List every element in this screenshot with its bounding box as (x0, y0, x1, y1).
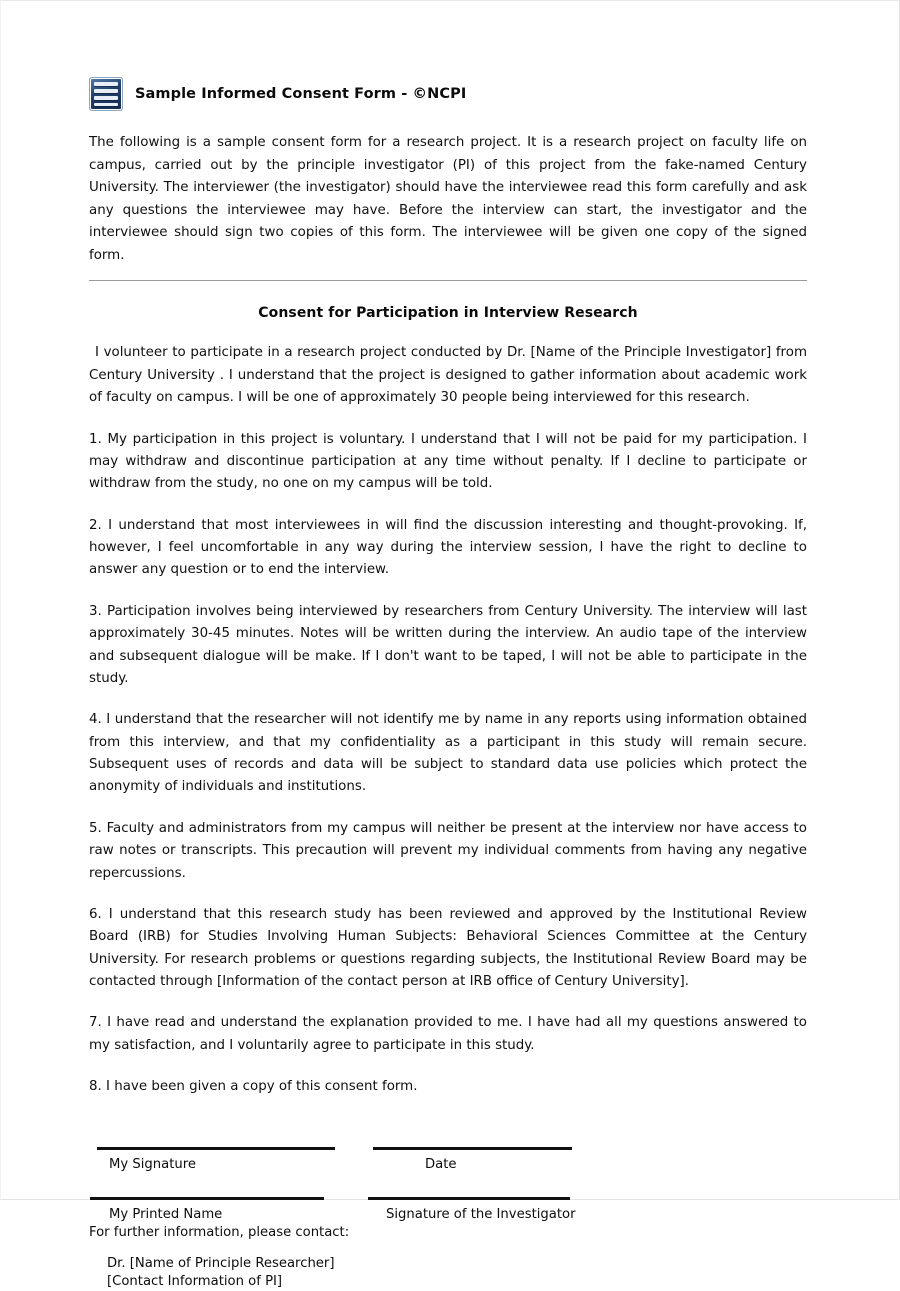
investigator-signature-line[interactable] (368, 1197, 570, 1200)
investigator-signature-label: Signature of the Investigator (386, 1206, 576, 1222)
page-title: Sample Informed Consent Form - ©NCPI (135, 86, 467, 102)
document-body (89, 1, 807, 1291)
contact-information: [Contact Information of PI] (107, 1273, 283, 1289)
date-label: Date (425, 1156, 457, 1172)
contact-researcher-name: Dr. [Name of Principle Researcher] (107, 1255, 335, 1271)
logo-bar (94, 82, 118, 86)
lead-paragraph: I volunteer to participate in a research project conducted by Dr. [Name of the Principle Investigator] from Century University . I understand that the project is designed to gather information about academic work of faculty on campus. I will be one of approximately 30 people being interviewed for this research. (89, 345, 807, 406)
section-heading: Consent for Participation in Interview Research (258, 305, 638, 322)
further-information-text: For further information, please contact: (89, 1224, 350, 1240)
consent-clause-8: 8. I have been given a copy of this consent form. (89, 1079, 418, 1095)
consent-clause-7: 7. I have read and understand the explanation provided to me. I have had all my questions answered to my satisfaction, and I voluntarily agree to participate in this study. (89, 1015, 807, 1053)
date-line[interactable] (373, 1147, 572, 1150)
consent-clause-4: 4. I understand that the researcher will not identify me by name in any reports using information obtained from this interview, and that my confidentiality as a participant in this study will remain secure. Subsequent uses of records and data will be subject to standard data use policies which protect the anonymity of individuals and institutions. (89, 712, 807, 795)
intro-paragraph: The following is a sample consent form for a research project. It is a research project on faculty life on campus, carried out by the principle investigator (PI) of this project from the fake-named Century University. The interviewer (the investigator) should have the interviewee read this form carefully and ask any questions the interviewee may have. Before the interview can start, the investigator and the interviewee should sign two copies of this form. The interviewee will be given one copy of the signed form. (89, 135, 807, 263)
logo-bar (94, 103, 118, 106)
signature-block (89, 1141, 807, 1240)
consent-clause-5: 5. Faculty and administrators from my campus will neither be present at the interview nor have access to raw notes or transcripts. This precaution will prevent my individual comments from having any negative repercussions. (89, 820, 807, 881)
my-signature-label: My Signature (109, 1156, 196, 1172)
logo-bar (94, 89, 118, 93)
consent-clause-3: 3. Participation involves being interviewed by researchers from Century University. The interview will last approximately 30-45 minutes. Notes will be written during the interview. An audio tape of the interview and subsequent dialogue will be make. If I don't want to be taped, I will not be able to participate in the study. (89, 603, 807, 686)
consent-clause-6: 6. I understand that this research study has been reviewed and approved by the Institutional Review Board (IRB) for Studies Involving Human Subjects: Behavioral Sciences Committee at the Century University. For research problems or questions regarding subjects, the Institutional Review Board may be contacted through [Information of the contact person at IRB office of Century University]. (89, 906, 807, 990)
consent-clause-2: 2. I understand that most interviewees in will find the discussion interesting and thought-provoking. If, however, I feel uncomfortable in any way during the interview session, I have the right to decline to answer any question or to end the interview. (89, 517, 807, 578)
contact-block (107, 1255, 807, 1291)
ncpi-logo-icon (89, 77, 123, 111)
section-divider (89, 280, 807, 281)
my-printed-name-line[interactable] (90, 1197, 324, 1200)
my-signature-line[interactable] (97, 1147, 335, 1150)
consent-clause-1: 1. My participation in this project is voluntary. I understand that I will not be paid for my participation. I may withdraw and discontinue participation at any time without penalty. If I decline to participate or withdraw from the study, no one on my campus will be told. (89, 431, 807, 492)
my-printed-name-label: My Printed Name (109, 1206, 223, 1222)
logo-bar (94, 96, 118, 100)
document-header (89, 1, 807, 111)
